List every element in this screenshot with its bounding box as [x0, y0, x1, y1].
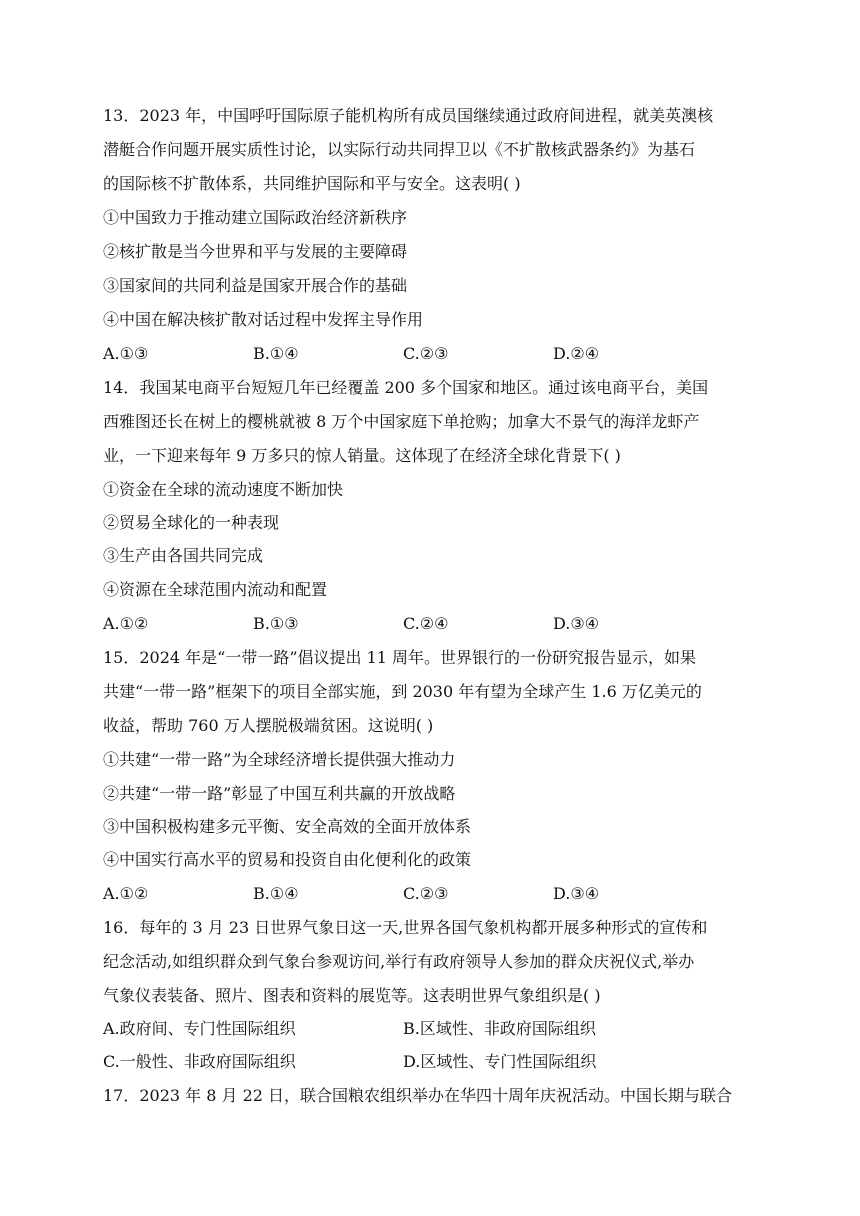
statement: ②核扩散是当今世界和平与发展的主要障碍 — [103, 242, 408, 261]
question-stem-line: 收益，帮助 760 万人摆脱极端贫困。这说明( ) — [103, 716, 434, 735]
question-stem-line: 15．2024 年是“一带一路”倡议提出 11 周年。世界银行的一份研究报告显示，如果 — [103, 648, 697, 667]
statement: ②贸易全球化的一种表现 — [103, 513, 280, 532]
question-stem-line: 业，一下迎来每年 9 万多只的惊人销量。这体现了在经济全球化背景下( ) — [103, 446, 621, 465]
choice-b: B.区域性、非政府国际组织 — [403, 1019, 596, 1038]
choice-c: C.②③ — [403, 344, 449, 363]
choice-a: A.①③ — [103, 344, 149, 363]
statement: ③中国积极构建多元平衡、安全高效的全面开放体系 — [103, 817, 472, 836]
question-stem-line: 16．每年的 3 月 23 日世界气象日这一天,世界各国气象机构都开展多种形式的宣传和 — [103, 918, 708, 937]
choice-a: A.①② — [103, 614, 149, 633]
question-stem-line: 纪念活动,如组织群众到气象台参观访问,举行有政府领导人参加的群众庆祝仪式,举办 — [103, 952, 695, 971]
choice-d: D.③④ — [553, 614, 600, 633]
question-stem-line: 西雅图还长在树上的樱桃就被 8 万个中国家庭下单抢购；加拿大不景气的海洋龙虾产 — [103, 412, 700, 431]
choice-d: D.③④ — [553, 884, 600, 903]
choice-c: C.一般性、非政府国际组织 — [103, 1052, 296, 1071]
question-stem-line: 气象仪表装备、照片、图表和资料的展览等。这表明世界气象组织是( ) — [103, 986, 601, 1005]
choice-d: D.区域性、专门性国际组织 — [403, 1052, 597, 1071]
choice-b: B.①③ — [253, 614, 299, 633]
question-stem-line: 14．我国某电商平台短短几年已经覆盖 200 多个国家和地区。通过该电商平台，美国 — [103, 378, 709, 397]
statement: ①资金在全球的流动速度不断加快 — [103, 480, 344, 499]
statement: ①共建“一带一路”为全球经济增长提供强大推动力 — [103, 750, 456, 769]
question-stem-line: 13．2023 年，中国呼吁国际原子能机构所有成员国继续通过政府间进程，就美英澳核 — [103, 106, 714, 125]
statement: ④资源在全球范围内流动和配置 — [103, 580, 328, 599]
question-stem-line: 潜艇合作问题开展实质性讨论，以实际行动共同捍卫以《不扩散核武器条约》为基石 — [103, 140, 696, 159]
choice-b: B.①④ — [253, 344, 299, 363]
choice-c: C.②③ — [403, 884, 449, 903]
choice-d: D.②④ — [553, 344, 600, 363]
statement: ①中国致力于推动建立国际政治经济新秩序 — [103, 208, 408, 227]
choice-b: B.①④ — [253, 884, 299, 903]
statement: ③国家间的共同利益是国家开展合作的基础 — [103, 276, 408, 295]
statement: ③生产由各国共同完成 — [103, 546, 264, 565]
statement: ②共建“一带一路”彰显了中国互利共赢的开放战略 — [103, 784, 456, 803]
question-stem-line: 的国际核不扩散体系，共同维护国际和平与安全。这表明( ) — [103, 174, 521, 193]
statement: ④中国实行高水平的贸易和投资自由化便利化的政策 — [103, 850, 472, 869]
choice-c: C.②④ — [403, 614, 449, 633]
question-stem-line: 17．2023 年 8 月 22 日，联合国粮农组织举办在华四十周年庆祝活动。中国长期与联合 — [103, 1086, 733, 1105]
question-stem-line: 共建“一带一路”框架下的项目全部实施，到 2030 年有望为全球产生 1.6 万亿美元的 — [103, 682, 702, 701]
statement: ④中国在解决核扩散对话过程中发挥主导作用 — [103, 310, 424, 329]
choice-a: A.政府间、专门性国际组织 — [103, 1019, 296, 1038]
choice-a: A.①② — [103, 884, 149, 903]
